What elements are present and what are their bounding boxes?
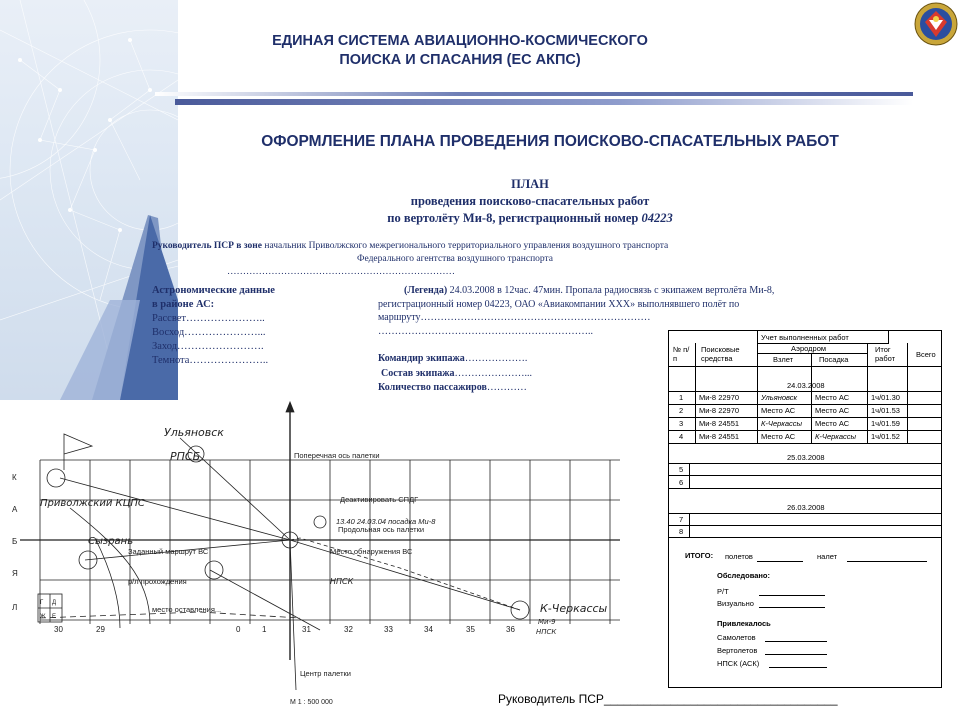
map-label-oblomki: место оставления... (152, 605, 222, 614)
grid-row-label: Я (12, 569, 18, 578)
leader-dots: ……………………………………………………………… (227, 267, 455, 277)
plan-title: ПЛАН (511, 177, 549, 191)
header-title (180, 32, 740, 70)
grid-row-label: Л (12, 603, 18, 612)
map-letter: Д (52, 600, 57, 606)
map-label-time: 13.40 24.03.04 посадка Ми-8 (336, 517, 436, 526)
hline-date3 (669, 513, 941, 514)
commander-label: Командир экипажа (378, 353, 465, 364)
col-total: Всего (916, 350, 936, 359)
map-label-longitudinal: Продольная ось палетки (338, 525, 425, 534)
totals-label: ИТОГО: (685, 551, 714, 560)
grid-col-label: 33 (384, 625, 393, 634)
planes-line (765, 641, 827, 642)
grid-col-label: 32 (344, 625, 353, 634)
totals-time-line (847, 561, 927, 562)
commander-dots: ………………. (464, 353, 528, 364)
map-scale: М 1 : 500 000 (290, 699, 333, 706)
row-7: 7 (679, 515, 684, 524)
row-craft: Ми-8 22970 (699, 406, 740, 415)
hline-head (669, 366, 941, 367)
astro-row-dawn: Рассвет………………….. (152, 313, 265, 324)
crew-block (378, 352, 678, 396)
grid-col-label: 34 (424, 625, 433, 634)
col-takeoff: Взлет (773, 355, 794, 364)
hline-date2 (669, 463, 941, 464)
legend-line1 (378, 284, 898, 298)
grid-row-label: А (12, 505, 18, 514)
involved-npsk: НПСК (АСК) (717, 659, 760, 668)
row-result: 1ч/01.30 (871, 393, 900, 402)
vline-r78 (689, 513, 690, 538)
involved-helis: Вертолетов (717, 646, 758, 655)
grid-row-label: К (12, 473, 17, 482)
map-label-ac-place: Место обнаружения ВС (330, 547, 413, 556)
row-num: 4 (679, 432, 684, 441)
map-label-npsk2: НПСК (536, 628, 557, 636)
hline-r7 (669, 525, 941, 526)
legend-label: (Легенда) (404, 285, 448, 296)
signature-block (498, 692, 838, 706)
row-craft: Ми-8 24551 (699, 432, 740, 441)
map-label-ni9: Ми-9 (538, 618, 556, 626)
map-label-rpsb: РПСБ (170, 450, 201, 463)
grid-row-label: Б (12, 537, 18, 546)
table-row (669, 418, 941, 431)
work-record-table (668, 330, 942, 688)
row-num: 1 (679, 393, 684, 402)
col-craft: Поисковые средства (701, 345, 740, 363)
map-label-kcherkassy: К-Черкассы (540, 602, 608, 615)
grid-col-label: 30 (54, 625, 63, 634)
hline-sub (757, 353, 867, 354)
date3: 26.03.2008 (787, 503, 825, 512)
crew-line (378, 367, 678, 382)
crew-dots: …………………... (454, 367, 532, 379)
legend-text3: маршруту…………………………………………………………… (378, 312, 651, 323)
astro-block (152, 284, 352, 368)
grid-col-label: 1 (262, 625, 267, 634)
signature-label: Руководитель ПСР (498, 692, 604, 706)
map-label-transverse: Поперечная ось палетки (294, 451, 380, 460)
leader-text1: начальник Приволжского межрегионального территориального управления воздушного транспорта (261, 241, 669, 251)
plan-aircraft-number: 04223 (641, 211, 673, 225)
surveyed-visual: Визуально (717, 599, 754, 608)
surveyed-rt: Р/Т (717, 587, 729, 596)
search-map (0, 398, 668, 710)
map-label-npsk: НПСК (330, 577, 354, 586)
map-label-rp-note: р/л прохождения (128, 577, 187, 586)
row-takeoff: Ульяновск (761, 393, 798, 402)
legend-text4: ……………………………………………………….. (378, 325, 593, 337)
row-craft: Ми-8 22970 (699, 393, 740, 402)
date2: 25.03.2008 (787, 453, 825, 462)
passengers-line (378, 381, 678, 396)
passengers-dots: ………… (486, 382, 527, 393)
header-title-line1: ЕДИНАЯ СИСТЕМА АВИАЦИОННО-КОСМИЧЕСКОГО (272, 33, 648, 49)
row-num: 2 (679, 406, 684, 415)
row-result: 1ч/01.59 (871, 419, 900, 428)
crew-label: Состав экипажа (381, 367, 455, 379)
astro-row-sunset: Заход……………………. (152, 341, 264, 352)
involved-planes: Самолетов (717, 633, 756, 642)
grid-col-label: 29 (96, 625, 105, 634)
visual-line (759, 607, 825, 608)
astro-heading2: в районе АС: (152, 299, 215, 310)
row-landing: К-Черкассы (815, 432, 857, 441)
map-label-center: Центр палетки (300, 669, 351, 678)
plan-heading (300, 176, 760, 227)
col-airfield: Аэродром (791, 344, 827, 353)
row-6: 6 (679, 478, 684, 487)
totals-flights-line (757, 561, 803, 562)
table-row (669, 431, 941, 444)
aviation-rescue-emblem-icon (914, 2, 958, 46)
plan-aircraft (300, 210, 760, 227)
row-takeoff: К-Черкассы (761, 419, 803, 428)
row-landing: Место АС (815, 406, 850, 415)
map-label-deac: Деактивировать СПДГ (340, 495, 419, 504)
row-5: 5 (679, 465, 684, 474)
hline-r5 (669, 475, 941, 476)
astro-row-sunrise: Восход…………………... (152, 327, 266, 338)
grid-col-label: 0 (236, 625, 241, 634)
leader-label: Руководитель ПСР в зоне (152, 241, 262, 251)
grid-col-label: 35 (466, 625, 475, 634)
section-title: ОФОРМЛЕНИЕ ПЛАНА ПРОВЕДЕНИЯ ПОИСКОВО-СПАСАТЕЛЬНЫХ РАБОТ (261, 133, 839, 150)
table-row (669, 405, 941, 418)
totals-flights: полетов (725, 552, 753, 561)
passengers-label: Количество пассажиров (378, 382, 487, 393)
col-num: № п/п (673, 345, 690, 363)
legend-text1: 24.03.2008 в 12час. 47мин. Пропала радиосвязь с экипажем вертолёта Ми-8, (447, 285, 775, 296)
date1: 24.03.2008 (787, 381, 825, 390)
hline-r8 (669, 537, 941, 538)
header-rule-lower (175, 99, 913, 105)
header-rule (155, 92, 913, 96)
grid-col-label: 31 (302, 625, 311, 634)
row-num: 3 (679, 419, 684, 428)
caption-box (757, 331, 889, 344)
grid-col-label: 36 (506, 625, 515, 634)
commander-line (378, 352, 678, 367)
signature-line: ___________________________________ (603, 692, 838, 706)
hline-r6 (669, 488, 941, 489)
plan-aircraft-prefix: по вертолёту Ми-8, регистрационный номер (387, 211, 642, 225)
map-letter: Е (52, 614, 57, 620)
map-label-kups: Приволжский КЦПС (40, 498, 145, 509)
astro-heading1: Астрономические данные (152, 285, 275, 296)
map-letter: Ж (40, 614, 46, 620)
row-8: 8 (679, 527, 684, 536)
leader-line (152, 240, 912, 253)
row-craft: Ми-8 24551 (699, 419, 740, 428)
plan-subtitle: проведения поисково-спасательных работ (410, 194, 650, 208)
leader-block (152, 240, 912, 279)
header-title-line2: ПОИСКА И СПАСАНИЯ (ЕС АКПС) (339, 52, 581, 68)
row-landing: Место АС (815, 419, 850, 428)
table-caption: Учет выполненных работ (761, 333, 849, 342)
npsk-line (769, 667, 827, 668)
legend-text2: регистрационный номер 04223, ОАО «Авиакомпании ХХХ» выполнявшего полёт по (378, 298, 740, 310)
map-letter: Г (40, 600, 44, 606)
leader-text2: Федерального агентства воздушного транспорта (357, 254, 554, 264)
involved: Привлекалось (717, 619, 771, 628)
row-result: 1ч/01.53 (871, 406, 900, 415)
col-landing: Посадка (819, 355, 849, 364)
map-label-ulyanovsk: Ульяновск (164, 426, 224, 439)
table-rows (669, 392, 941, 444)
row-landing: Место АС (815, 393, 850, 402)
map-label-assigned-route: Заданный маршрут ВС (128, 547, 209, 556)
surveyed: Обследовано: (717, 571, 771, 580)
astro-row-dark: Темнота………………….. (152, 355, 269, 366)
totals-time: налет (817, 552, 838, 561)
row-takeoff: Место АС (761, 406, 796, 415)
helis-line (765, 654, 827, 655)
rt-line (759, 595, 825, 596)
vline-r56 (689, 463, 690, 489)
row-takeoff: Место АС (761, 432, 796, 441)
map-label-syzran: Сызрань (88, 536, 134, 547)
col-result: Итог работ (875, 345, 896, 363)
row-result: 1ч/01.52 (871, 432, 900, 441)
table-row (669, 392, 941, 405)
